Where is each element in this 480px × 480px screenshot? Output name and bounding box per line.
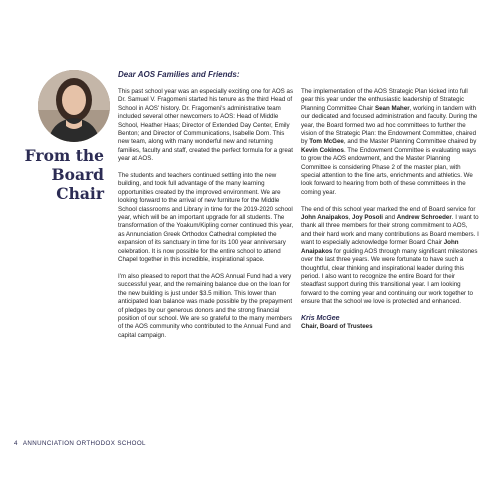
paragraph: I'm also pleased to report that the AOS Annual Fund had a very successful year, and the remaining balance due on the loan for the new building is just under $3.5 million. This lower than anticipated loan balance was made possible by the prepayment of pledges by our generous donors and the strong financial position of our school. We are so grateful to the many members of the AOS community who contributed to the Annual Fund and capital campaign. xyxy=(118,272,293,339)
person-name: John Anaipakos xyxy=(301,239,459,255)
paragraph xyxy=(301,206,479,307)
text-run: , working in tandem with our dedicated and focused administration and faculty. During the year, the Board formed two ad hoc committees to further the vision of the Strategic Plan: the Endowment Committee, chaired by xyxy=(301,104,478,146)
person-name: John Anaipakos xyxy=(301,214,349,222)
school-name: ANNUNCIATION ORTHODOX SCHOOL xyxy=(22,440,146,447)
signature-name: Kris McGee xyxy=(301,314,340,322)
text-run: The end of this school year marked the end of Board service for xyxy=(301,205,476,213)
person-name: Joy Posoli xyxy=(352,214,383,222)
person-name: Kevin Cokinos xyxy=(301,146,344,154)
text-run: for guiding AOS through many significant milestones over the last three years. We were fortunate to have such a thoughtful, clear thinking and inspirational leader during this period. I also want to recognize the entire Board for their steadfast support during this transitional year. I am looking forward to the coming year and continuing our work together to ensure that the school we love is protected and enhanced. xyxy=(301,247,478,306)
page-number: 4 xyxy=(14,440,18,447)
person-name: Sean Maher xyxy=(374,104,410,112)
text-run: . The Endowment Committee is evaluating ways to grow the AOS endowment, and the Master Planning Committee is considering Phase 2 of the master plan, with special attention to the fine arts, enrichments and athletics. We look forward to hearing from both of these committees in the coming year. xyxy=(301,146,476,196)
title-line-3: Chair xyxy=(56,184,104,203)
paragraph xyxy=(301,88,479,197)
paragraph: This past school year was an especially exciting one for AOS as Dr. Samuel V. Fragomeni started his tenure as the third Head of School in AOS' history. Dr. Fragomeni's administrative team included several other newcomers to AOS: Head of Middle School, Heather Haas; Director of Extended Day Center, Emily Benton; and Director of Communications, Isabelle Dorn. This new team, along with many wonderful new and returning families, faculty and staff, created the perfect formula for a great year at AOS. xyxy=(118,88,294,163)
text-run: and xyxy=(382,214,397,222)
title-line-2: Board xyxy=(51,165,104,184)
signature-title: Chair, Board of Trustees xyxy=(301,323,373,331)
text-run: , xyxy=(348,214,353,222)
salutation: Dear AOS Families and Friends: xyxy=(118,70,240,79)
section-title xyxy=(20,146,104,203)
page-footer xyxy=(14,440,146,447)
text-run: , and the Master Planning Committee chaired by xyxy=(343,138,477,146)
letter-left-column xyxy=(118,88,296,349)
paragraph: The students and teachers continued settling into the new building, and took full advantage of the many learning opportunities created by the improved environment. We are looking forward to the arrival of new furniture for the Middle School classrooms and Library in time for the 2019-2020 school year, which will be an important upgrade for all students. The transformation of the Yoakum/Kipling corner continued this year, as Annunciation Greek Orthodox Cathedral completed the expansion of its sanctuary in time for its 100 year anniversary celebration. It is now possible for the entire school to attend Chapel together in this incredible, inspirational space. xyxy=(118,172,294,264)
person-name: Tom McGee xyxy=(309,138,344,146)
letter-right-column xyxy=(301,88,479,332)
chair-portrait-photo xyxy=(38,70,110,142)
text-run: The implementation of the AOS Strategic Plan kicked into full gear this year under the enthusiastic leadership of Strategic Planning Committee Chair xyxy=(301,88,468,112)
person-name: Andrew Schroeder xyxy=(396,214,452,222)
portrait-image xyxy=(38,70,110,142)
text-run: . I want to thank all three members for their strong commitment to AOS, and their hard work and many contributions as Board members. I want to especially acknowledge former Board Chair xyxy=(301,214,479,247)
title-line-1: From the xyxy=(24,146,104,165)
